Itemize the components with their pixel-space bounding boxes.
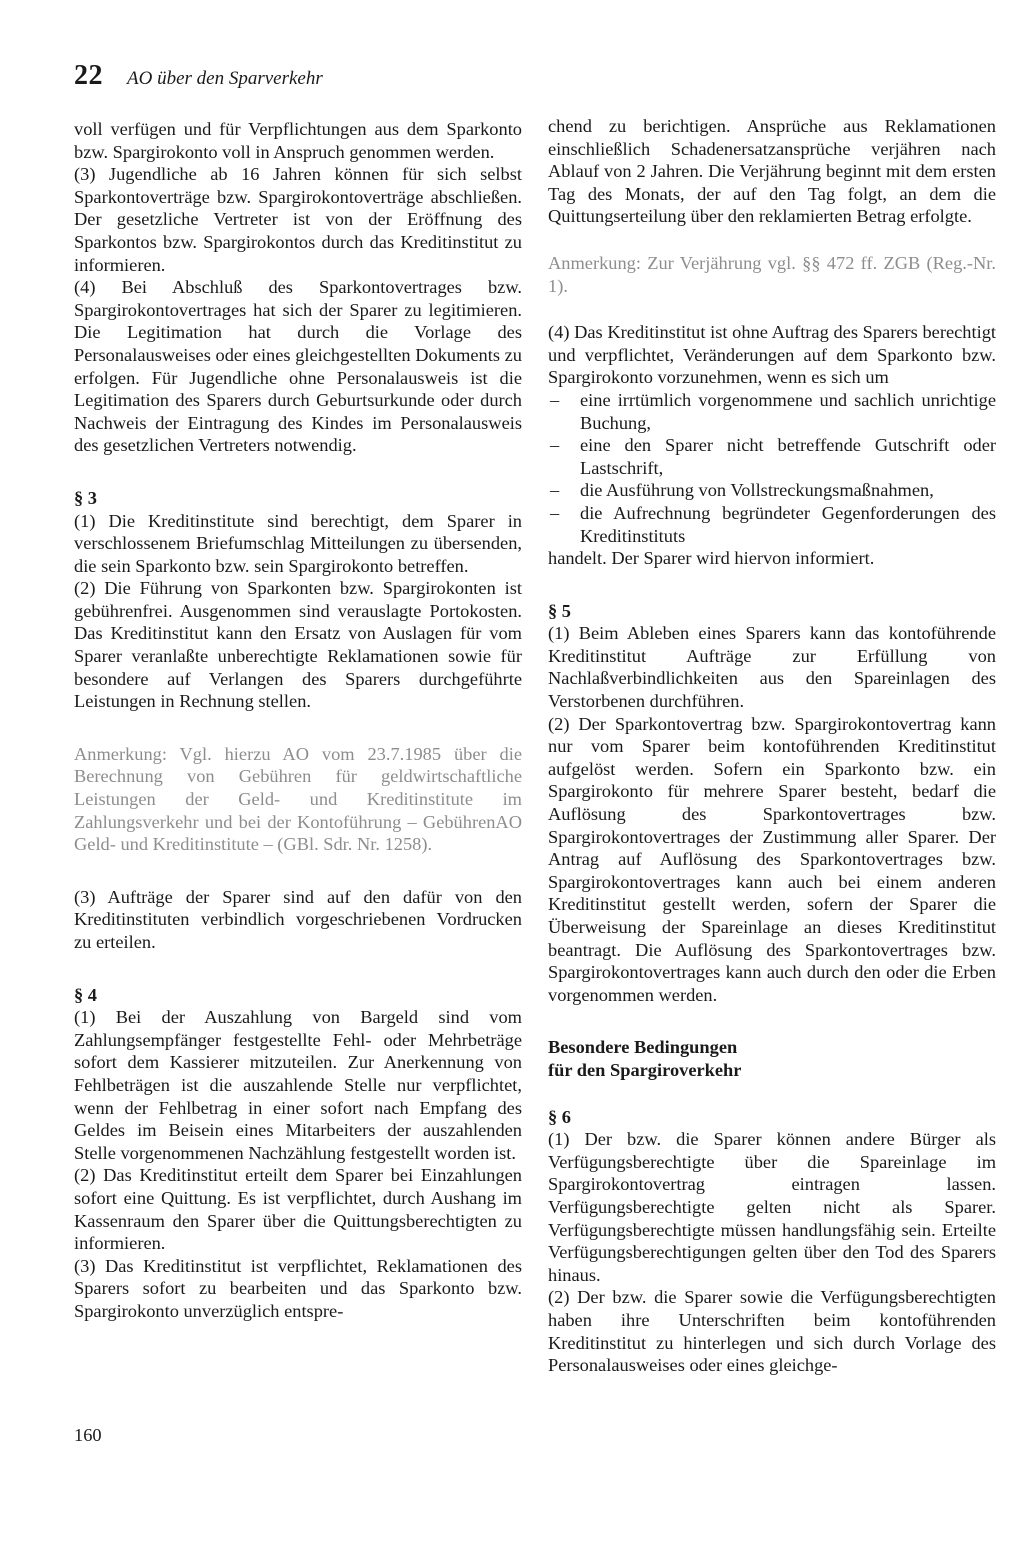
list-item: – die Ausführung von Vollstreckungsmaßnahmen,	[548, 479, 996, 502]
paragraph: (4) Das Kreditinstitut ist ohne Auftrag des Sparers berechtigt und verpflichtet, Veränderungen auf dem Sparkonto bzw. Spargirokonto vorzunehmen, wenn es sich um	[548, 322, 996, 388]
chapter-number: 22	[74, 60, 103, 91]
right-column	[548, 115, 996, 1377]
page-header	[74, 60, 323, 100]
paragraph: chend zu berichtigen. Ansprüche aus Reklamationen einschließlich Schadenersatzansprüche verjähren nach Ablauf von 2 Jahren. Die Verjährung beginnt mit dem ersten Tag des Monats, der auf den Tag folgt, an dem die Quittungserteilung über den reklamierten Betrag erfolgte.	[548, 116, 996, 227]
paragraph: (3) Aufträge der Sparer sind auf den dafür von den Kreditinstituten verbindlich vorgeschriebenen Vordrucken zu erteilen.	[74, 886, 522, 952]
dash-list	[548, 389, 996, 547]
annotation-note: Anmerkung: Zur Verjährung vgl. §§ 472 ff. ZGB (Reg.-Nr. 1).	[548, 252, 996, 296]
paragraph: (1) Beim Ableben eines Sparers kann das kontoführende Kreditinstitut Aufträge zur Erfüllung von Nachlaßverbindlichkeiten aus den Spareinlagen des Verstorbenen durchführen.	[548, 623, 996, 712]
paragraph: (2) Der Sparkontovertrag bzw. Spargirokontovertrag kann nur vom Sparer beim kontoführenden Kreditinstitut aufgelöst werden. Sofern ein Sparkonto bzw. ein Spargirokonto für mehrere Sparer besteht, bedarf die Auflösung des Sparkontovertrages bzw. Spargirokontovertrages der Zustimmung aller Sparer. Der Antrag auf Auflösung des Sparkontovertrages bzw. Spargirokontovertrages kann auch bei einem anderen Kreditinstitut gestellt werden, sofern der Sparer die Überweisung der Spareinlage an dieses Kreditinstitut beantragt. Die Auflösung des Sparkontovertrages bzw. Spargirokontovertrages kann auch durch den oder die Erben vorgenommen werden.	[548, 713, 996, 1005]
section-heading-5: § 5	[548, 600, 571, 621]
list-item: – eine irrtümlich vorgenommene und sachlich unrichtige Buchung,	[548, 389, 996, 434]
paragraph: (1) Bei der Auszahlung von Bargeld sind vom Zahlungsempfänger festgestellte Fehl- oder Mehrbeträge sofort dem Kassierer mitzuteilen. Zur Anerkennung von Fehlbeträgen ist die auszahlende Stelle nur verpflichtet, wenn der Fehlbetrag in einer sofort nach Empfang des Geldes im Beisein eines Mitarbeiters der auszahlenden Stelle vorgenommenen Nachzählung festgestellt worden ist.	[74, 1007, 522, 1163]
page-footer-number: 160	[74, 1425, 102, 1445]
paragraph: (3) Jugendliche ab 16 Jahren können für sich selbst Sparkontoverträge bzw. Spargirokontoverträge abschließen. Der gesetzliche Vertreter ist von der Eröffnung des Sparkontos bzw. Spargirokontos durch das Kreditinstitut zu informieren.	[74, 164, 522, 275]
paragraph: (2) Das Kreditinstitut erteilt dem Sparer bei Einzahlungen sofort eine Quittung. Es ist verpflichtet, durch Aushang im Kassenraum den Sparer über die Quittungsberechtigten zu informieren.	[74, 1165, 522, 1254]
left-column	[74, 118, 522, 1323]
subheading: Besondere Bedingungen	[548, 1037, 738, 1058]
section-heading-6: § 6	[548, 1106, 571, 1127]
paragraph: handelt. Der Sparer wird hiervon informiert.	[548, 548, 875, 569]
running-title: AO über den Sparverkehr	[127, 68, 323, 89]
section-heading-4: § 4	[74, 984, 97, 1005]
list-item: – die Aufrechnung begründeter Gegenforderungen des Kreditinstituts	[548, 502, 996, 547]
subheading: für den Spargiroverkehr	[548, 1059, 742, 1080]
list-item: – eine den Sparer nicht betreffende Gutschrift oder Lastschrift,	[548, 434, 996, 479]
paragraph: (2) Die Führung von Sparkonten bzw. Spargirokonten ist gebührenfrei. Ausgenommen sind verauslagte Portokosten. Das Kreditinstitut kann den Ersatz von Auslagen für vom Sparer veranlaßte unberechtigte Reklamationen sowie für besondere auf Verlangen des Sparers durchgeführte Leistungen in Rechnung stellen.	[74, 578, 522, 712]
paragraph: (4) Bei Abschluß des Sparkontovertrages bzw. Spargirokontovertrages hat sich der Sparer zu legitimieren. Die Legitimation hat durch die Vorlage des Personalausweises oder eines gleichgestellten Dokuments zu erfolgen. Für Jugendliche ohne Personalausweis ist die Legitimation des Sparers durch Geburtsurkunde oder durch Nachweis der Eintragung des Kindes im Personalausweis des gesetzlichen Vertreters notwendig.	[74, 277, 522, 456]
paragraph: (3) Das Kreditinstitut ist verpflichtet, Reklamationen des Sparers sofort zu bearbeiten und das Sparkonto bzw. Spargirokonto unverzüglich entspre-	[74, 1255, 522, 1321]
paragraph: voll verfügen und für Verpflichtungen aus dem Sparkonto bzw. Spargirokonto voll in Anspruch genommen werden.	[74, 119, 522, 162]
section-heading-3: § 3	[74, 487, 97, 508]
paragraph: (1) Die Kreditinstitute sind berechtigt, dem Sparer in verschlossenem Briefumschlag Mitteilungen zu übersenden, die sein Sparkonto bzw. sein Spargirokonto betreffen.	[74, 510, 522, 576]
paragraph: (1) Der bzw. die Sparer können andere Bürger als Verfügungsberechtigte über die Spareinlage im Spargirokontovertrag eintragen lassen. Verfügungsberechtigte gelten nicht als Sparer. Verfügungsberechtigte müssen handlungsfähig sein. Erteilte Verfügungsberechtigungen gelten über den Tod des Sparers hinaus.	[548, 1129, 996, 1285]
paragraph: (2) Der bzw. die Sparer sowie die Verfügungsberechtigten haben ihre Unterschriften beim kontoführenden Kreditinstitut zu hinterlegen und sich durch Vorlage des Personalausweises oder eines gleichge-	[548, 1287, 996, 1376]
annotation-note: Anmerkung: Vgl. hierzu AO vom 23.7.1985 über die Berechnung von Gebühren für geldwirtschaftliche Leistungen der Geld- und Kreditinstitute im Zahlungsverkehr und bei der Kontoführung – GebührenAO Geld- und Kreditinstitute – (GBl. Sdr. Nr. 1258).	[74, 743, 522, 855]
